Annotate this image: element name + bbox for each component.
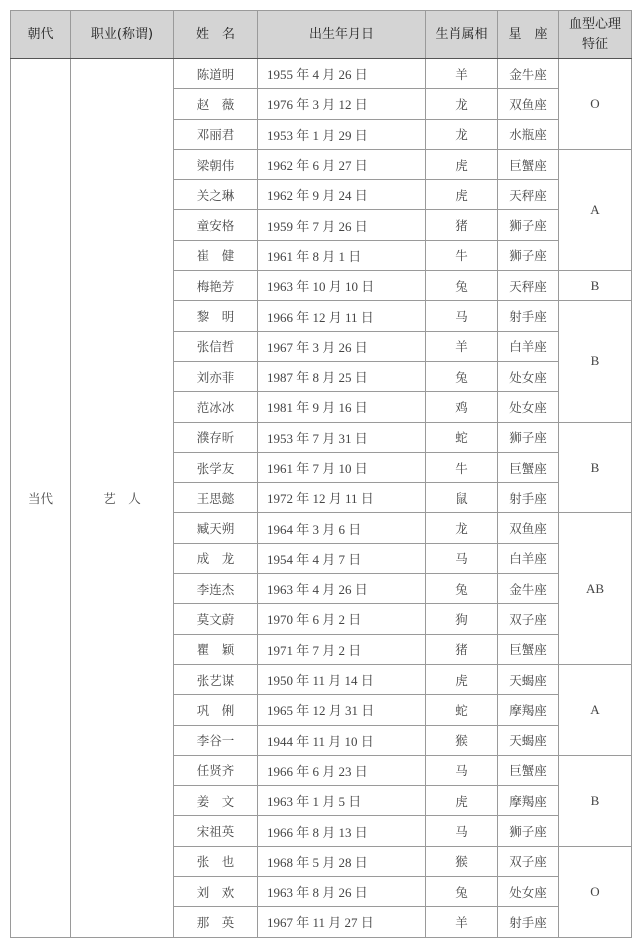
- table-row: [11, 59, 632, 89]
- cell-birthdate: 1955 年 4 月 26 日: [258, 59, 426, 89]
- cell-blood-type: B: [559, 271, 632, 301]
- cell-name: 成 龙: [174, 543, 258, 573]
- cell-birthdate: 1981 年 9 月 16 日: [258, 392, 426, 422]
- cell-zodiac: 猪: [426, 210, 498, 240]
- cell-birthdate: 1967 年 11 月 27 日: [258, 907, 426, 937]
- cell-name: 濮存昕: [174, 422, 258, 452]
- cell-constellation: 摩羯座: [498, 695, 559, 725]
- cell-zodiac: 马: [426, 755, 498, 785]
- cell-dynasty: 当代: [11, 59, 71, 938]
- header-name: 姓 名: [174, 11, 258, 59]
- cell-name: 臧天朔: [174, 513, 258, 543]
- cell-birthdate: 1966 年 12 月 11 日: [258, 301, 426, 331]
- header-dynasty: 朝代: [11, 11, 71, 59]
- cell-name: 宋祖英: [174, 816, 258, 846]
- cell-birthdate: 1961 年 7 月 10 日: [258, 452, 426, 482]
- cell-zodiac: 虎: [426, 664, 498, 694]
- cell-birthdate: 1964 年 3 月 6 日: [258, 513, 426, 543]
- cell-zodiac: 羊: [426, 59, 498, 89]
- cell-name: 那 英: [174, 907, 258, 937]
- cell-birthdate: 1963 年 8 月 26 日: [258, 877, 426, 907]
- header-birthdate: 出生年月日: [258, 11, 426, 59]
- cell-name: 崔 健: [174, 240, 258, 270]
- cell-constellation: 双鱼座: [498, 89, 559, 119]
- cell-constellation: 射手座: [498, 301, 559, 331]
- cell-constellation: 金牛座: [498, 574, 559, 604]
- cell-blood-type: A: [559, 149, 632, 270]
- cell-birthdate: 1966 年 8 月 13 日: [258, 816, 426, 846]
- cell-zodiac: 猴: [426, 846, 498, 876]
- cell-name: 陈道明: [174, 59, 258, 89]
- cell-blood-type: O: [559, 59, 632, 150]
- cell-birthdate: 1965 年 12 月 31 日: [258, 695, 426, 725]
- cell-name: 巩 俐: [174, 695, 258, 725]
- cell-constellation: 天秤座: [498, 180, 559, 210]
- table-body: [11, 59, 632, 938]
- cell-name: 姜 文: [174, 786, 258, 816]
- celebrity-bloodtype-table: [10, 10, 632, 938]
- cell-zodiac: 兔: [426, 361, 498, 391]
- cell-name: 张 也: [174, 846, 258, 876]
- cell-zodiac: 兔: [426, 271, 498, 301]
- cell-zodiac: 牛: [426, 240, 498, 270]
- cell-birthdate: 1944 年 11 月 10 日: [258, 725, 426, 755]
- cell-zodiac: 虎: [426, 180, 498, 210]
- cell-birthdate: 1950 年 11 月 14 日: [258, 664, 426, 694]
- cell-birthdate: 1953 年 1 月 29 日: [258, 119, 426, 149]
- cell-zodiac: 蛇: [426, 422, 498, 452]
- cell-zodiac: 狗: [426, 604, 498, 634]
- cell-zodiac: 马: [426, 816, 498, 846]
- cell-name: 梅艳芳: [174, 271, 258, 301]
- cell-constellation: 狮子座: [498, 210, 559, 240]
- cell-name: 赵 薇: [174, 89, 258, 119]
- cell-constellation: 白羊座: [498, 331, 559, 361]
- cell-name: 梁朝伟: [174, 149, 258, 179]
- cell-constellation: 巨蟹座: [498, 755, 559, 785]
- cell-blood-type: A: [559, 664, 632, 755]
- cell-zodiac: 马: [426, 543, 498, 573]
- cell-birthdate: 1971 年 7 月 2 日: [258, 634, 426, 664]
- header-blood-type: 血型心理特征: [559, 11, 632, 59]
- cell-zodiac: 牛: [426, 452, 498, 482]
- cell-name: 张信哲: [174, 331, 258, 361]
- cell-blood-type: B: [559, 301, 632, 422]
- cell-constellation: 射手座: [498, 483, 559, 513]
- cell-constellation: 双鱼座: [498, 513, 559, 543]
- cell-blood-type: AB: [559, 513, 632, 664]
- cell-birthdate: 1963 年 4 月 26 日: [258, 574, 426, 604]
- cell-name: 关之琳: [174, 180, 258, 210]
- cell-zodiac: 兔: [426, 877, 498, 907]
- cell-zodiac: 龙: [426, 89, 498, 119]
- cell-zodiac: 马: [426, 301, 498, 331]
- table-header: [11, 11, 632, 59]
- cell-name: 张学友: [174, 452, 258, 482]
- cell-birthdate: 1967 年 3 月 26 日: [258, 331, 426, 361]
- cell-birthdate: 1970 年 6 月 2 日: [258, 604, 426, 634]
- cell-constellation: 处女座: [498, 392, 559, 422]
- cell-constellation: 处女座: [498, 877, 559, 907]
- cell-constellation: 天蝎座: [498, 664, 559, 694]
- cell-zodiac: 羊: [426, 907, 498, 937]
- cell-birthdate: 1963 年 10 月 10 日: [258, 271, 426, 301]
- cell-zodiac: 蛇: [426, 695, 498, 725]
- cell-birthdate: 1961 年 8 月 1 日: [258, 240, 426, 270]
- cell-name: 王思懿: [174, 483, 258, 513]
- cell-constellation: 处女座: [498, 361, 559, 391]
- cell-blood-type: B: [559, 755, 632, 846]
- cell-zodiac: 兔: [426, 574, 498, 604]
- cell-zodiac: 虎: [426, 149, 498, 179]
- cell-birthdate: 1972 年 12 月 11 日: [258, 483, 426, 513]
- cell-constellation: 双子座: [498, 846, 559, 876]
- cell-zodiac: 猪: [426, 634, 498, 664]
- cell-name: 李连杰: [174, 574, 258, 604]
- cell-profession: 艺 人: [71, 59, 174, 938]
- cell-name: 童安格: [174, 210, 258, 240]
- cell-birthdate: 1987 年 8 月 25 日: [258, 361, 426, 391]
- cell-constellation: 巨蟹座: [498, 634, 559, 664]
- cell-constellation: 狮子座: [498, 816, 559, 846]
- cell-name: 刘亦菲: [174, 361, 258, 391]
- cell-constellation: 狮子座: [498, 240, 559, 270]
- cell-zodiac: 鼠: [426, 483, 498, 513]
- cell-zodiac: 龙: [426, 119, 498, 149]
- cell-name: 黎 明: [174, 301, 258, 331]
- cell-blood-type: B: [559, 422, 632, 513]
- cell-name: 李谷一: [174, 725, 258, 755]
- cell-birthdate: 1954 年 4 月 7 日: [258, 543, 426, 573]
- header-constellation: 星 座: [498, 11, 559, 59]
- cell-name: 邓丽君: [174, 119, 258, 149]
- cell-constellation: 摩羯座: [498, 786, 559, 816]
- cell-constellation: 天秤座: [498, 271, 559, 301]
- cell-constellation: 金牛座: [498, 59, 559, 89]
- cell-constellation: 射手座: [498, 907, 559, 937]
- cell-birthdate: 1968 年 5 月 28 日: [258, 846, 426, 876]
- cell-name: 刘 欢: [174, 877, 258, 907]
- cell-zodiac: 鸡: [426, 392, 498, 422]
- cell-name: 任贤齐: [174, 755, 258, 785]
- cell-birthdate: 1963 年 1 月 5 日: [258, 786, 426, 816]
- cell-blood-type: O: [559, 846, 632, 937]
- cell-name: 范冰冰: [174, 392, 258, 422]
- cell-constellation: 巨蟹座: [498, 452, 559, 482]
- cell-birthdate: 1953 年 7 月 31 日: [258, 422, 426, 452]
- cell-name: 张艺谋: [174, 664, 258, 694]
- cell-constellation: 天蝎座: [498, 725, 559, 755]
- cell-birthdate: 1966 年 6 月 23 日: [258, 755, 426, 785]
- cell-constellation: 水瓶座: [498, 119, 559, 149]
- cell-name: 莫文蔚: [174, 604, 258, 634]
- cell-birthdate: 1959 年 7 月 26 日: [258, 210, 426, 240]
- header-profession: 职业(称谓): [71, 11, 174, 59]
- cell-zodiac: 龙: [426, 513, 498, 543]
- cell-zodiac: 虎: [426, 786, 498, 816]
- header-zodiac: 生肖属相: [426, 11, 498, 59]
- cell-zodiac: 羊: [426, 331, 498, 361]
- cell-birthdate: 1962 年 6 月 27 日: [258, 149, 426, 179]
- cell-constellation: 白羊座: [498, 543, 559, 573]
- cell-constellation: 狮子座: [498, 422, 559, 452]
- cell-birthdate: 1976 年 3 月 12 日: [258, 89, 426, 119]
- cell-zodiac: 猴: [426, 725, 498, 755]
- cell-birthdate: 1962 年 9 月 24 日: [258, 180, 426, 210]
- cell-constellation: 巨蟹座: [498, 149, 559, 179]
- cell-constellation: 双子座: [498, 604, 559, 634]
- cell-name: 瞿 颖: [174, 634, 258, 664]
